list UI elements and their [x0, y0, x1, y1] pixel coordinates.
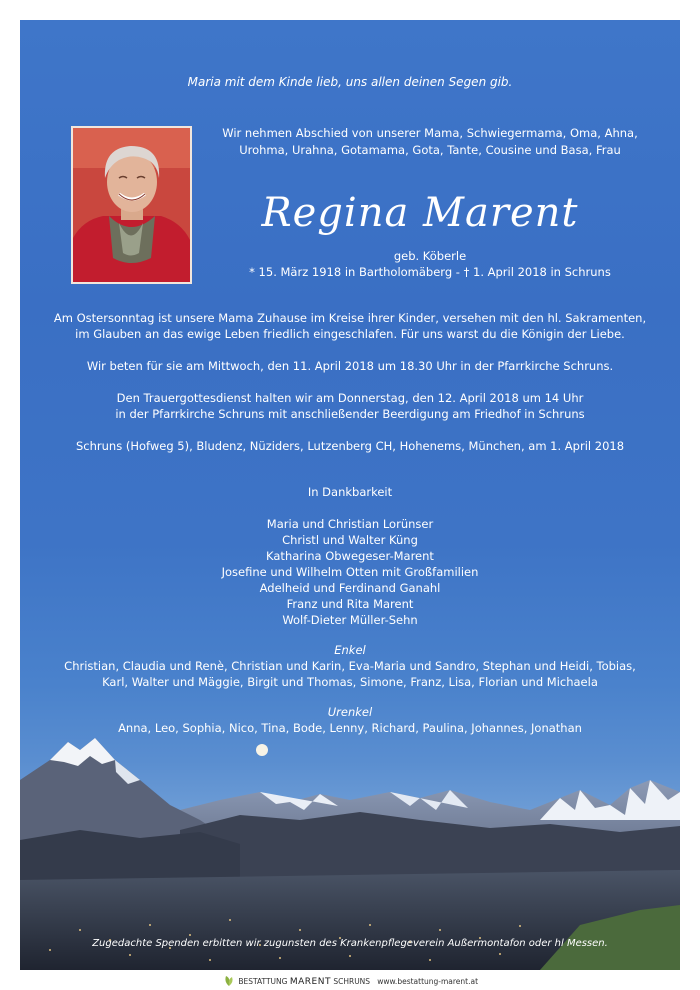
paragraph-3-line-2: in der Pfarrkirche Schruns mit anschließender Beerdigung am Friedhof in Schruns: [115, 407, 585, 421]
obituary-card: [20, 20, 680, 970]
family-member: Franz und Rita Marent: [286, 597, 414, 611]
deceased-name: Regina Marent: [261, 190, 579, 236]
born-name: geb. Köberle: [393, 249, 467, 263]
paragraph-2: Wir beten für sie am Mittwoch, den 11. April 2018 um 18.30 Uhr in der Pfarrkirche Schruns.: [86, 359, 614, 373]
intro-line-1: Wir nehmen Abschied von unserer Mama, Schwiegermama, Oma, Ahna,: [222, 126, 638, 140]
life-dates: * 15. März 1918 in Bartholomäberg - † 1. April 2018 in Schruns: [249, 265, 611, 279]
paragraph-1-line-2: im Glauben an das ewige Leben friedlich eingeschlafen. Für uns warst du die Königin der Liebe.: [75, 327, 625, 341]
grandchildren-heading: Enkel: [334, 643, 366, 657]
leaf-logo-icon: [222, 975, 236, 989]
paragraph-1-line-1: Am Ostersonntag ist unsere Mama Zuhause im Kreise ihrer Kinder, versehen mit den hl. Sakramenten,: [53, 311, 647, 325]
great-grandchildren-line: Anna, Leo, Sophia, Nico, Tina, Bode, Lenny, Richard, Paulina, Johannes, Jonathan: [118, 721, 582, 735]
donation-note: Zugedachte Spenden erbitten wir zugunsten des Krankenpflegeverein Außermontafon oder hl Messen.: [92, 938, 608, 949]
intro-line-2: Urohma, Urahna, Gotamama, Gota, Tante, Cousine und Basa, Frau: [239, 143, 621, 157]
mountain-landscape: [20, 720, 680, 970]
grandchildren-line-2: Karl, Walter und Mäggie, Birgit und Thomas, Simone, Franz, Lisa, Florian und Michaela: [102, 675, 598, 689]
family-member: Josefine und Wilhelm Otten mit Großfamilien: [221, 565, 479, 579]
company-website[interactable]: www.bestattung-marent.at: [377, 977, 479, 986]
funeral-home-footer: [0, 975, 700, 989]
family-member: Katharina Obwegeser-Marent: [266, 549, 434, 563]
family-member: Maria und Christian Lorünser: [266, 517, 434, 531]
paragraph-4: Schruns (Hofweg 5), Bludenz, Nüziders, Lutzenberg CH, Hohenems, München, am 1. April 2018: [75, 439, 625, 453]
paragraph-3-line-1: Den Trauergottesdienst halten wir am Donnerstag, den 12. April 2018 um 14 Uhr: [116, 391, 584, 405]
family-member: Christl und Walter Küng: [282, 533, 418, 547]
great-grandchildren-heading: Urenkel: [327, 705, 373, 719]
family-member: Adelheid und Ferdinand Ganahl: [259, 581, 441, 595]
family-member: Wolf-Dieter Müller-Sehn: [282, 613, 418, 627]
company-prefix: BESTATTUNG: [238, 977, 288, 986]
grandchildren-line-1: Christian, Claudia und Renè, Christian und Karin, Eva-Maria und Sandro, Stephan und Heidi, Tobias,: [64, 659, 636, 673]
motto: Maria mit dem Kinde lieb, uns allen deinen Segen gib.: [187, 75, 513, 89]
company-name: MARENT: [289, 977, 331, 987]
moon: [256, 744, 268, 756]
gratitude-heading: In Dankbarkeit: [307, 485, 393, 499]
company-place: SCHRUNS: [333, 977, 371, 986]
